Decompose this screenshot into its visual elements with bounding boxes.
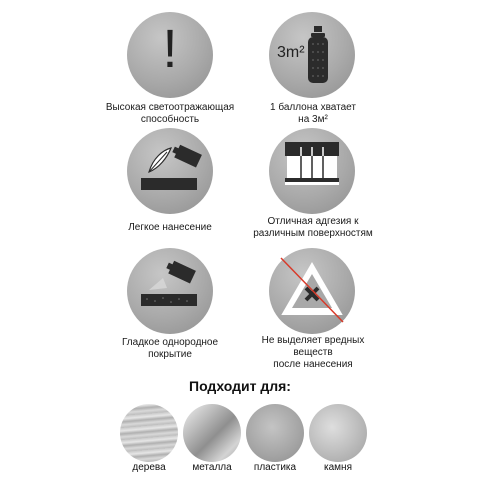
spray-can-circle — [269, 12, 355, 98]
plastic-texture-icon — [246, 404, 304, 462]
material-label-wood: дерева — [132, 462, 166, 473]
feature-caption-reflective: Высокая светоотражающая способность — [105, 102, 235, 125]
feature-caption-adhesion: Отличная адгезия к различным поверхностям — [253, 216, 373, 239]
feature-caption-smooth: Гладкое однородное покрытие — [121, 337, 219, 360]
wood-texture-icon — [120, 404, 178, 462]
metal-texture-icon — [183, 404, 241, 462]
adhesion-arrows-icon — [269, 128, 355, 214]
stone-texture-icon — [309, 404, 367, 462]
feature-caption-coverage: 1 баллона хватает на 3м² — [270, 102, 356, 125]
feature-caption-non-toxic: Не выделяет вредных веществ после нанесения — [261, 335, 365, 370]
exclamation-icon: ! — [162, 19, 178, 79]
no-hazard-icon — [269, 248, 355, 334]
smooth-spray-circle — [127, 248, 213, 334]
material-label-metal: металла — [192, 462, 232, 473]
material-label-stone: камня — [324, 462, 352, 473]
feather-spray-circle — [127, 128, 213, 214]
smooth-spray-icon — [127, 248, 213, 334]
exclamation-circle — [127, 12, 213, 98]
no-hazard-circle — [269, 248, 355, 334]
feather-spray-icon — [127, 128, 213, 214]
adhesion-circle — [269, 128, 355, 214]
coverage-text: 3m² — [277, 44, 305, 61]
suitable-heading: Подходит для: — [189, 378, 291, 394]
feature-caption-easy-apply: Легкое нанесение — [128, 222, 212, 233]
spray-can-icon — [269, 12, 355, 98]
material-label-plastic: пластика — [253, 462, 297, 473]
